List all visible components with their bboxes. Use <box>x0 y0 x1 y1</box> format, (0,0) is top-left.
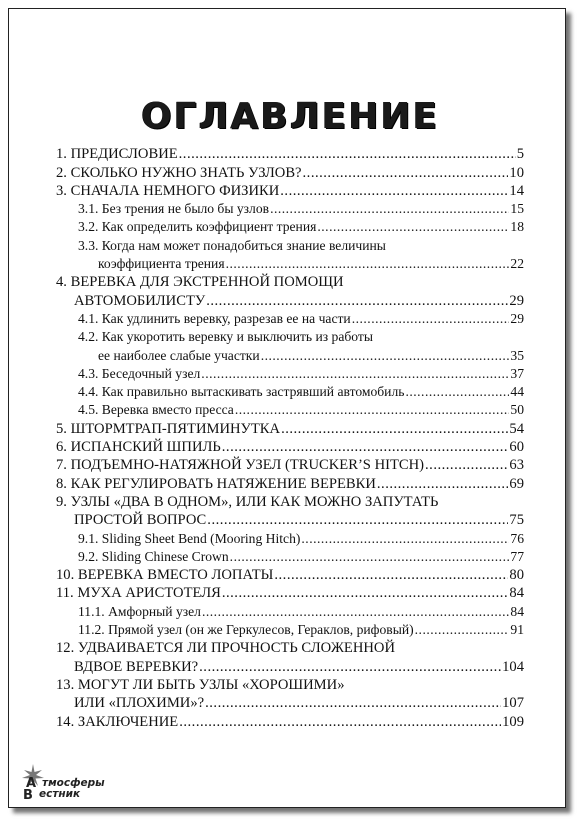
toc-page-number: 75 <box>509 512 524 529</box>
toc-leader-dots <box>226 255 510 273</box>
toc-entry-text: 5. ШТОРМТРАП-ПЯТИМИНУТКА <box>56 420 281 437</box>
toc-entry <box>56 401 524 419</box>
toc-entry <box>56 218 524 236</box>
toc-entry <box>56 621 524 639</box>
toc-page-number: 80 <box>509 567 524 584</box>
toc-entry <box>56 291 524 309</box>
toc-page-number: 35 <box>510 347 524 363</box>
toc-entry-text: 4.2. Как укоротить веревку и выключить из работы <box>78 329 373 345</box>
logo-line-1: тмосферы <box>42 777 105 789</box>
toc-entry-text: 11.1. Амфорный узел <box>78 603 201 619</box>
toc-page-number: 44 <box>510 384 524 400</box>
toc-page-number: 60 <box>509 439 524 456</box>
toc-page-number: 29 <box>509 292 524 309</box>
toc-entry-text: 12. УДВАИВАЕТСЯ ЛИ ПРОЧНОСТЬ СЛОЖЕННОЙ <box>56 640 395 657</box>
toc-page-number: 54 <box>509 420 524 437</box>
toc-entry <box>56 602 524 620</box>
toc-leader-dots <box>201 365 509 383</box>
toc-entry-text: 14. ЗАКЛЮЧЕНИЕ <box>56 713 179 730</box>
toc-entry-text: 10. ВЕРЕВКА ВМЕСТО ЛОПАТЫ <box>56 567 274 584</box>
toc-leader-dots <box>199 658 501 676</box>
toc-entry-text: ее наиболее слабые участки <box>98 347 260 363</box>
toc-entry <box>56 694 524 712</box>
toc-page-number: 107 <box>502 695 524 712</box>
toc-page-number: 29 <box>510 310 524 326</box>
toc-entry-text: АВТОМОБИЛИСТУ <box>74 292 206 309</box>
toc-leader-dots <box>207 511 508 529</box>
toc-page-number: 5 <box>516 146 524 163</box>
toc-entry <box>56 273 524 291</box>
toc-entry-text: 2. СКОЛЬКО НУЖНО ЗНАТЬ УЗЛОВ? <box>56 164 302 181</box>
toc-entry <box>56 365 524 383</box>
toc-entry-text: 4.4. Как правильно вытаскивать застрявший автомобиль <box>78 384 405 400</box>
toc-entry-text: 9.2. Sliding Chinese Crown <box>78 548 229 564</box>
toc-page-number: 63 <box>509 457 524 474</box>
toc-entry <box>56 529 524 547</box>
toc-leader-dots <box>230 548 510 566</box>
toc-entry-text: 3.1. Без трения не было бы узлов <box>78 201 270 217</box>
toc-leader-dots <box>415 621 510 639</box>
toc-entry-text: 4.3. Беседочный узел <box>78 365 201 381</box>
toc-entry-text: 3.2. Как определить коэффициент трения <box>78 219 317 235</box>
toc-entry-text: 9.1. Sliding Sheet Bend (Mooring Hitch) <box>78 530 301 546</box>
toc-entry <box>56 310 524 328</box>
toc-entry <box>56 639 524 657</box>
toc-page-number: 109 <box>502 713 524 730</box>
toc-entry <box>56 712 524 730</box>
toc-page-number: 50 <box>510 402 524 418</box>
toc-entry-text: 1. ПРЕДИСЛОВИЕ <box>56 146 178 163</box>
toc-page-number: 69 <box>509 475 524 492</box>
toc-leader-dots <box>301 530 509 548</box>
publisher-logo <box>22 764 132 800</box>
toc-entry <box>56 474 524 492</box>
toc-entry <box>56 456 524 474</box>
toc-leader-dots <box>179 713 501 731</box>
toc-leader-dots <box>179 145 516 163</box>
toc-leader-dots <box>274 566 508 584</box>
toc-leader-dots <box>317 218 509 236</box>
toc-entry <box>56 182 524 200</box>
toc-entry-text: 13. МОГУТ ЛИ БЫТЬ УЗЛЫ «ХОРОШИМИ» <box>56 676 345 693</box>
toc-leader-dots <box>261 347 510 365</box>
toc-entry-text: 3.3. Когда нам может понадобиться знание величины <box>78 237 386 253</box>
toc-leader-dots <box>377 475 509 493</box>
toc-page-number: 76 <box>510 530 524 546</box>
toc-entry <box>56 566 524 584</box>
logo-letter-a: А <box>26 776 37 791</box>
toc-page-number: 22 <box>510 256 524 272</box>
toc-entry-text: 9. УЗЛЫ «ДВА В ОДНОМ», ИЛИ КАК МОЖНО ЗАПУТАТЬ <box>56 493 439 510</box>
toc-entry <box>56 383 524 401</box>
toc-entry-text: 4. ВЕРЕВКА ДЛЯ ЭКСТРЕННОЙ ПОМОЩИ <box>56 274 344 291</box>
toc-entry-text: ВДВОЕ ВЕРЕВКИ? <box>74 658 199 675</box>
toc-entry <box>56 200 524 218</box>
toc-leader-dots <box>202 603 509 621</box>
toc-leader-dots <box>222 438 509 456</box>
toc-entry-text: 8. КАК РЕГУЛИРОВАТЬ НАТЯЖЕНИЕ ВЕРЕВКИ <box>56 475 376 492</box>
toc-entry <box>56 145 524 163</box>
toc-page-number: 91 <box>510 622 524 638</box>
toc-leader-dots <box>405 383 509 401</box>
toc-entry-text: 11. МУХА АРИСТОТЕЛЯ <box>56 585 221 602</box>
toc-entry <box>56 676 524 694</box>
toc-entry-text: 4.1. Как удлинить веревку, разрезав ее на части <box>78 310 351 326</box>
toc-page-number: 84 <box>510 603 524 619</box>
toc-page-number: 37 <box>510 365 524 381</box>
toc-page-number: 15 <box>510 201 524 217</box>
toc-entry <box>56 236 524 254</box>
toc-entry <box>56 584 524 602</box>
toc-leader-dots <box>352 310 510 328</box>
toc-entry-text: коэффициента трения <box>98 256 225 272</box>
toc-page-number: 14 <box>509 182 524 199</box>
toc-entry <box>56 328 524 346</box>
toc-leader-dots <box>270 200 509 218</box>
toc-page-number: 77 <box>510 548 524 564</box>
toc-leader-dots <box>222 584 509 602</box>
toc-page-number: 18 <box>510 219 524 235</box>
toc-leader-dots <box>425 456 508 474</box>
toc-page-number: 104 <box>502 658 524 675</box>
toc-entry-text: 4.5. Веревка вместо пресса <box>78 402 234 418</box>
toc-entry <box>56 438 524 456</box>
toc-entry <box>56 163 524 181</box>
toc-leader-dots <box>281 420 508 438</box>
toc-entry <box>56 548 524 566</box>
toc-page-number: 84 <box>509 585 524 602</box>
toc-entry <box>56 419 524 437</box>
logo-line-2: естник <box>39 788 81 800</box>
toc-entry <box>56 255 524 273</box>
toc-entry <box>56 493 524 511</box>
table-of-contents <box>56 145 524 731</box>
toc-entry-text: ИЛИ «ПЛОХИМИ»? <box>74 695 205 712</box>
toc-entry-text: ПРОСТОЙ ВОПРОС <box>74 512 207 529</box>
toc-leader-dots <box>206 292 508 310</box>
toc-title: ОГЛАВЛЕНИЕ <box>140 96 440 137</box>
logo-letter-v: В <box>23 788 33 800</box>
toc-entry <box>56 346 524 364</box>
toc-leader-dots <box>303 164 509 182</box>
toc-entry-text: 3. СНАЧАЛА НЕМНОГО ФИЗИКИ <box>56 182 280 199</box>
toc-leader-dots <box>205 694 501 712</box>
toc-entry-text: 7. ПОДЪЕМНО-НАТЯЖНОЙ УЗЕЛ (TRUCKER’S HITCH) <box>56 457 425 474</box>
toc-entry-text: 11.2. Прямой узел (он же Геркулесов, Гераклов, рифовый) <box>78 622 414 638</box>
toc-leader-dots <box>235 401 510 419</box>
toc-page-number: 10 <box>509 164 524 181</box>
toc-entry <box>56 511 524 529</box>
toc-leader-dots <box>280 182 508 200</box>
toc-entry <box>56 657 524 675</box>
toc-entry-text: 6. ИСПАНСКИЙ ШПИЛЬ <box>56 439 221 456</box>
